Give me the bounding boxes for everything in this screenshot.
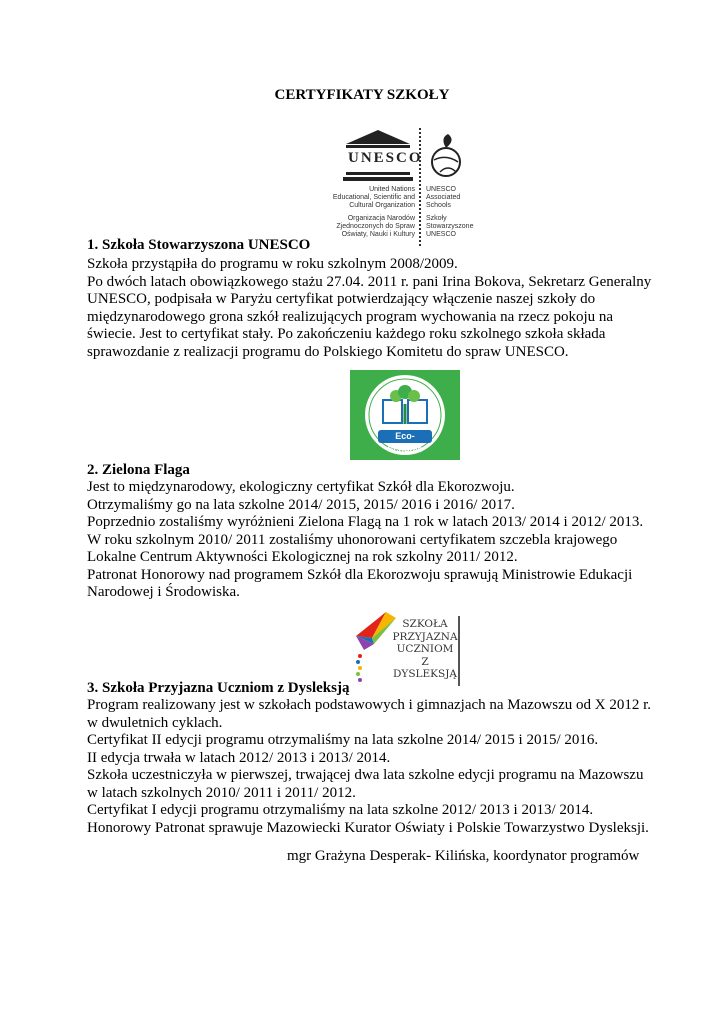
unesco-left-line: United Nations	[369, 186, 415, 193]
unesco-right-line: Szkoły	[426, 215, 447, 222]
unesco-right-line: Stowarzyszone	[426, 223, 474, 230]
section-1-line: Szkoła przystąpiła do programu w roku szkolnym 2008/2009.	[87, 256, 458, 272]
section-3-line: Szkoła uczestniczyła w pierwszej, trwającej dwa lata szkolne edycji programu na Mazowszu	[87, 767, 644, 783]
section-3-heading: 3. Szkoła Przyjazna Uczniom z Dysleksją	[87, 680, 350, 696]
section-2-line: Jest to międzynarodowy, ekologiczny certyfikat Szkół dla Ekorozwoju.	[87, 479, 515, 495]
section-1-line: międzynarodowego grona szkół realizujących program wychowania na rzecz pokoju na	[87, 308, 614, 325]
eco-schools-wordmark: Eco-Schools	[387, 431, 423, 454]
dyslexia-logo-line: UCZNIOM	[396, 643, 454, 655]
associated-schools-globe-icon	[426, 132, 466, 180]
section-1-body	[87, 256, 651, 361]
section-3-line: II edycja trwała w latach 2012/ 2013 i 2013/ 2014.	[87, 749, 391, 766]
unesco-left-line: Cultural Organization	[349, 202, 415, 209]
unesco-left-caption	[318, 186, 415, 239]
dyslexia-logo-bar	[458, 616, 460, 686]
section-1-line: UNESCO, podpisała w Paryżu certyfikat potwierdzający włączenie naszej szkoły do	[87, 291, 596, 307]
section-2-line: Otrzymaliśmy go na lata szkolne 2014/ 2015, 2015/ 2016 i 2016/ 2017.	[87, 496, 515, 513]
dyslexia-logo-line: Z DYSLEKSJĄ	[392, 655, 457, 680]
section-1-line: sprawozdanie z realizacji programu do Polskiego Komitetu do spraw UNESCO.	[87, 343, 569, 360]
section-2-line: Poprzednio zostaliśmy wyróżnieni Zielona Flagą na 1 rok w latach 2013/ 2014 i 2012/ 2013.	[87, 514, 644, 530]
section-3-line: w latach szkolnych 2010/ 2011 i 2011/ 2012.	[87, 784, 356, 801]
unesco-wordmark: UNESCO	[348, 150, 423, 166]
unesco-right-line: Associated	[426, 194, 461, 201]
unesco-logo	[318, 128, 483, 248]
section-1-heading: 1. Szkoła Stowarzyszona UNESCO	[87, 237, 311, 253]
unesco-left-line: Zjednoczonych do Spraw	[336, 223, 415, 230]
signature: mgr Grażyna Desperak- Kilińska, koordynator programów	[287, 848, 640, 864]
section-3-line: Honorowy Patronat sprawuje Mazowiecki Kurator Oświaty i Polskie Towarzystwo Dysleksji.	[87, 819, 649, 836]
unesco-divider	[419, 128, 421, 246]
unesco-left-line: Educational, Scientific and	[332, 194, 415, 201]
dyslexia-school-logo	[352, 610, 462, 690]
section-2-line: W roku szkolnym 2010/ 2011 zostaliśmy uhonorowani certyfikatem szczebla krajowego	[87, 531, 618, 548]
section-3-line: Certyfikat I edycji programu otrzymaliśmy na lata szkolne 2012/ 2013 i 2013/ 2014.	[87, 802, 594, 818]
section-3-line: w dwuletnich cyklach.	[87, 714, 223, 731]
section-1-line: Po dwóch latach obowiązkowego stażu 27.04. 2011 r. pani Irina Bokova, Sekretarz Generalny	[87, 273, 652, 290]
section-3-body	[87, 697, 651, 837]
section-2-line: Lokalne Centrum Aktywności Ekologicznej na rok szkolny 2011/ 2012.	[87, 549, 518, 565]
unesco-right-line: Schools	[426, 202, 451, 209]
section-2-heading: 2. Zielona Flaga	[87, 462, 190, 478]
page-title: CERTYFIKATY SZKOŁY	[274, 87, 450, 103]
unesco-right-caption	[426, 186, 486, 239]
section-3-line: Certyfikat II edycji programu otrzymaliśmy na lata szkolne 2014/ 2015 i 2015/ 2016.	[87, 732, 599, 748]
section-1-line: świecie. Jest to certyfikat stały. Po zakończeniu każdego roku szkolnego szkoła składa	[87, 326, 606, 342]
section-2-line: Patronat Honorowy nad programem Szkół dla Ekorozwoju sprawują Ministrowie Edukacji	[87, 566, 633, 583]
eco-schools-logo	[350, 370, 460, 460]
unesco-left-line: Oświaty, Nauki i Kultury	[341, 231, 415, 238]
dyslexia-logo-line: SZKOŁA	[402, 618, 448, 630]
unesco-right-line: UNESCO	[426, 186, 456, 193]
section-2-body	[87, 479, 643, 602]
unesco-left-line: Organizacja Narodów	[347, 215, 415, 222]
dyslexia-logo-text	[390, 618, 460, 681]
dyslexia-logo-line: PRZYJAZNA	[392, 630, 458, 643]
section-2-line: Narodowej i Środowiska.	[87, 584, 240, 600]
unesco-right-line: UNESCO	[426, 231, 456, 238]
section-3-line: Program realizowany jest w szkołach podstawowych i gimnazjach na Mazowszu od X 2012 r.	[87, 697, 652, 713]
